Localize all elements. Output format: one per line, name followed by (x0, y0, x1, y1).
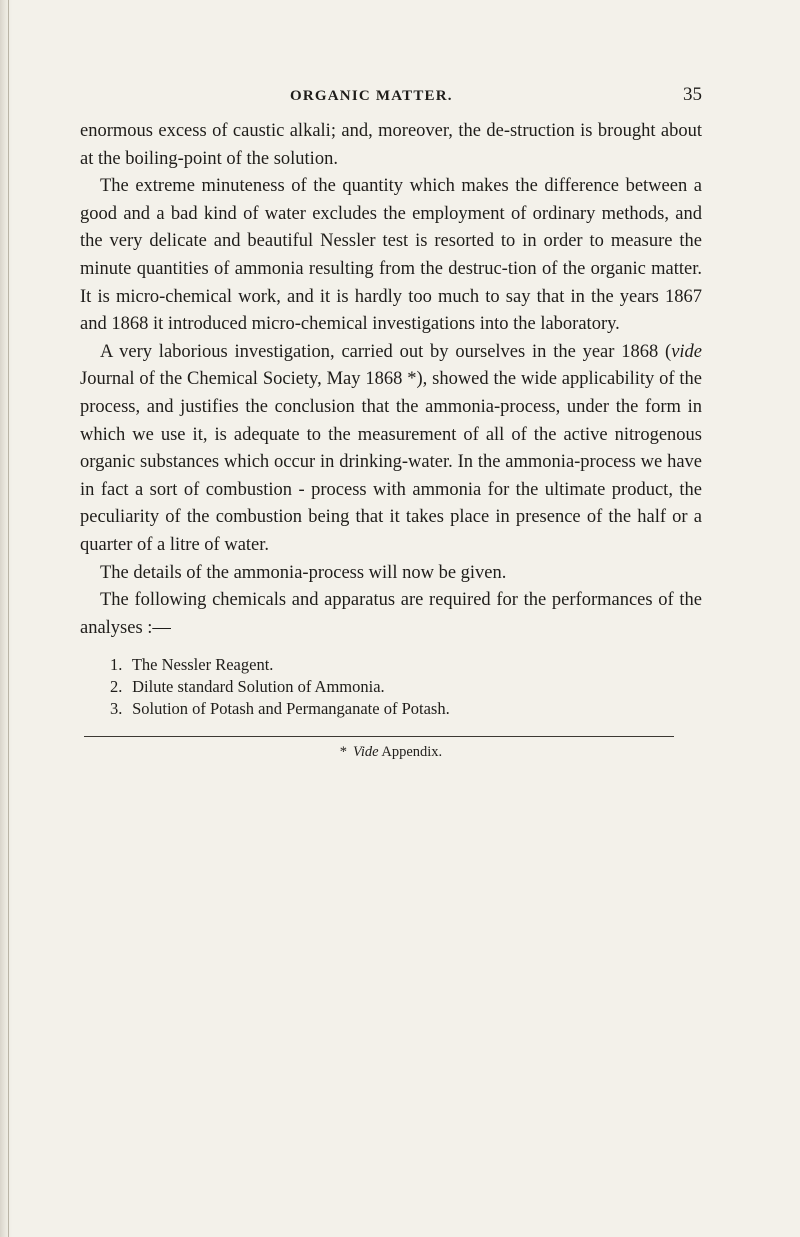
vide-italic: vide (671, 341, 702, 362)
paragraph: The following chemicals and apparatus are required for the performances of the analyses :— (80, 590, 702, 638)
footnote-vide: Vide (353, 744, 379, 761)
running-title: ORGANIC MATTER. (290, 88, 453, 104)
page-binding-shadow (0, 0, 12, 1237)
paragraph-text: A very laborious investigation, carried out by ourselves in the year 1868 ( (100, 341, 672, 362)
page-number: 35 (683, 84, 702, 105)
requirements-list (80, 654, 702, 720)
footnote-rule (84, 736, 674, 737)
list-number: 3. (110, 699, 123, 719)
list-item (110, 698, 702, 720)
list-number: 1. (110, 655, 123, 675)
paragraph-text: Journal of the Chemical Society, May 1868 *), showed the wide applicability of the process, and justifies the conclusion that the ammonia-process, under the form in which we use it, is adequate to the measurement of all of the active nitrogenous organic substances which occur in drinking-water. In the ammonia-process we have in fact a sort of combustion - process with ammonia for the ultimate product, the peculiarity of the combustion being that it takes place in presence of the half or a quarter of a litre of water. (80, 369, 702, 555)
list-text: The Nessler Reagent. (131, 655, 274, 675)
body-text (80, 118, 702, 642)
page-binding-line (8, 0, 9, 1237)
list-item (110, 654, 702, 676)
book-page (80, 78, 702, 761)
list-text: Dilute standard Solution of Ammonia. (132, 677, 385, 697)
footnote-text: Appendix. (381, 744, 443, 761)
footnote-marker: * (339, 744, 348, 761)
footnote (80, 744, 702, 761)
list-number: 2. (110, 677, 123, 697)
paragraph: The extreme minuteness of the quantity which makes the difference between a good and a bad kind of water excludes the employment of ordinary methods, and the very delicate and beautiful Nessler test is resorted to in order to measure the minute quantities of ammonia resulting from the destruc-tion of the organic matter. It is micro-chemical work, and it is hardly too much to say that in the years 1867 and 1868 it introduced micro-chemical investigations into the laboratory. (80, 176, 702, 335)
paragraph-continuation: enormous excess of caustic alkali; and, moreover, the de-struction is brought about at the boiling-point of the solution. (80, 121, 702, 169)
paragraph (80, 339, 702, 560)
running-head (80, 78, 702, 118)
list-item (110, 676, 702, 698)
list-text: Solution of Potash and Permanganate of Potash. (132, 699, 450, 719)
paragraph: The details of the ammonia-process will now be given. (100, 562, 507, 583)
